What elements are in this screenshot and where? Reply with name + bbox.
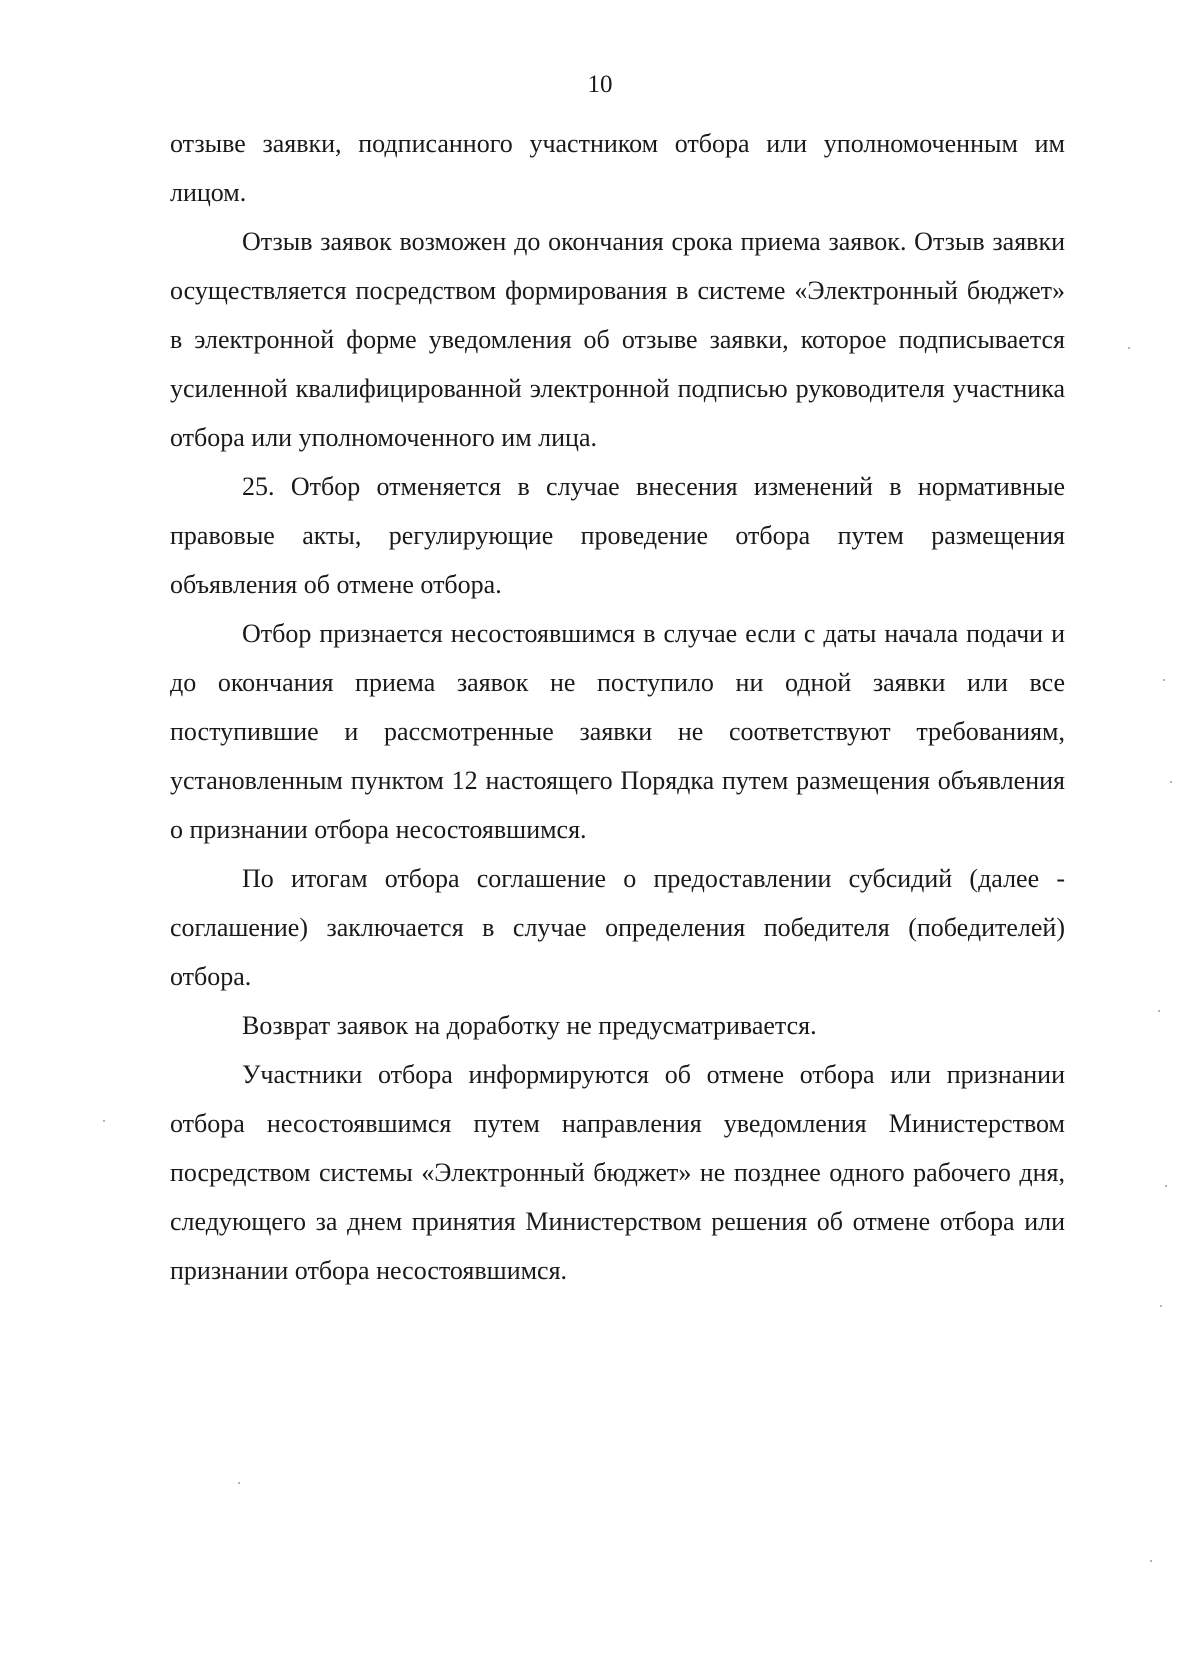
- paragraph-participant-notification: Участники отбора информируются об отмене отбора или признании отбора несостоявшимся путем направления уведомления Министерством посредством системы «Электронный бюджет» не позднее одного рабочего дня, следующего за днем принятия Министерством решения об отмене отбора или признании отбора несостоявшимся.: [170, 1060, 1065, 1285]
- scan-speck: [1170, 781, 1172, 783]
- scan-speck: [1150, 1560, 1152, 1562]
- scan-speck: [1128, 347, 1130, 349]
- scan-speck: [1163, 679, 1165, 681]
- page-number: 10: [587, 71, 613, 98]
- scan-speck: [103, 1120, 105, 1122]
- scan-speck: [1160, 1305, 1162, 1307]
- scan-speck: [238, 1482, 240, 1484]
- paragraph-application-withdrawal: Отзыв заявок возможен до окончания срока приема заявок. Отзыв заявки осуществляется посредством формирования в системе «Электронный бюджет» в электронной форме уведомления об отзыве заявки, которое подписывается усиленной квалифицированной электронной подписью руководителя участника отбора или уполномоченного им лица.: [170, 227, 1065, 452]
- scan-speck: [1158, 1010, 1160, 1012]
- paragraph-selection-failed: Отбор признается несостоявшимся в случае если с даты начала подачи и до окончания приема заявок не поступило ни одной заявки или все поступившие и рассмотренные заявки не соответствуют требованиям, установленным пунктом 12 настоящего Порядка путем размещения объявления о признании отбора несостоявшимся.: [170, 619, 1065, 844]
- paragraph-25-selection-cancellation: 25. Отбор отменяется в случае внесения изменений в нормативные правовые акты, регулирующие проведение отбора путем размещения объявления об отмене отбора.: [170, 472, 1065, 599]
- scan-speck: [1165, 1185, 1167, 1187]
- paragraph-continuation: отзыве заявки, подписанного участником отбора или уполномоченным им лицом.: [170, 129, 1065, 207]
- paragraph-no-revision-return: Возврат заявок на доработку не предусматривается.: [242, 1011, 817, 1040]
- document-body: [170, 119, 1065, 1295]
- paragraph-subsidy-agreement: По итогам отбора соглашение о предоставлении субсидий (далее - соглашение) заключается в случае определения победителя (победителей) отбора.: [170, 864, 1065, 991]
